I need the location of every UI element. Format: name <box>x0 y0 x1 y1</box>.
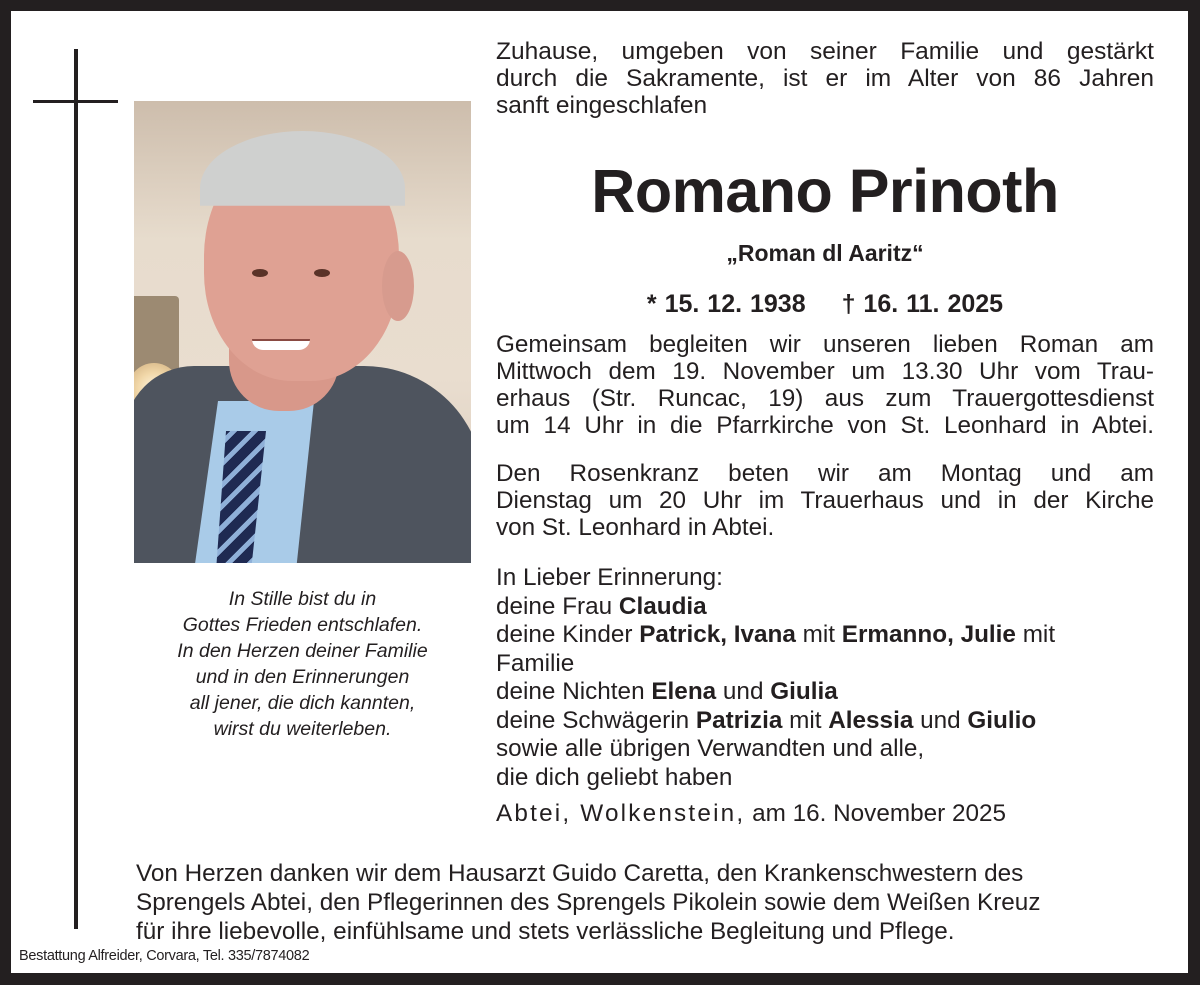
mourner-others: sowie alle übrigen Verwandten und alle, <box>496 735 925 762</box>
verse-line: und in den Erinnerungen <box>195 666 410 688</box>
verse-line: Gottes Frieden entschlafen. <box>182 614 423 636</box>
thanks-text <box>136 859 1176 946</box>
place-and-date <box>496 799 1154 829</box>
portrait-photo <box>134 101 471 563</box>
places: Abtei, Wolkenstein, <box>496 800 746 827</box>
funeral-line: Gemeinsam begleiten wir unseren lieben Roman am <box>496 331 1154 358</box>
sister-in-law-name: Patrizia <box>695 706 783 734</box>
mourner-children: deine Kinder Patrick, Ivana mit Ermanno, Julie mit <box>496 621 1056 648</box>
thanks-line: Sprengels Abtei, den Pflegerinnen des Sprengels Pikolein sowie dem Weißen Kreuz <box>136 889 1041 916</box>
smile <box>252 339 310 350</box>
mourner-children-cont: Familie <box>496 649 575 677</box>
eye <box>252 269 268 277</box>
verse-line: all jener, die dich kannten, <box>189 692 416 714</box>
deceased-name: Romano Prinoth <box>591 157 1059 225</box>
obituary-notice <box>11 11 1188 973</box>
mourner-wife: deine Frau Claudia <box>496 592 707 620</box>
mourners-list <box>496 564 1154 792</box>
funeral-line: erhaus (Str. Runcac, 19) aus zum Trauergottesdienst <box>496 385 1154 412</box>
undertaker-info: Bestattung Alfreider, Corvara, Tel. 335/7874082 <box>19 948 310 964</box>
ear <box>382 251 414 321</box>
funeral-line: Mittwoch dem 19. November um 13.30 Uhr vom Trau- <box>496 358 1154 385</box>
wife-name: Claudia <box>618 592 707 620</box>
intro-line: sanft eingeschlafen <box>496 92 708 119</box>
children-partners: Ermanno, Julie <box>841 621 1016 648</box>
rosary-line: Den Rosenkranz beten wir am Montag und am <box>496 460 1154 487</box>
thanks-line: Von Herzen danken wir dem Hausarzt Guido Caretta, den Krankenschwestern des <box>136 860 1024 887</box>
niece-name: Elena <box>651 678 717 705</box>
deceased-nickname: „Roman dl Aaritz“ <box>726 240 924 266</box>
birth-date: * 15. 12. 1938 <box>646 290 806 318</box>
eye <box>314 269 330 277</box>
verse-line: wirst du weiterleben. <box>213 718 392 740</box>
rosary-line: Dienstag um 20 Uhr im Trauerhaus und in der Kirche <box>496 487 1154 514</box>
verse-line: In Stille bist du in <box>228 588 377 610</box>
rosary-line: von St. Leonhard in Abtei. <box>496 514 775 541</box>
intro-line: Zuhause, umgeben von seiner Familie und gestärkt <box>496 38 1154 65</box>
mourner-sister-in-law: deine Schwägerin Patrizia mit Alessia und Giulio <box>496 706 1037 734</box>
notice-date: am 16. November 2025 <box>745 800 1007 827</box>
intro-line: durch die Sakramente, ist er im Alter von 86 Jahren <box>496 65 1154 92</box>
niece-name: Giulia <box>770 678 838 705</box>
death-date: † 16. 11. 2025 <box>841 290 1004 318</box>
intro-text <box>496 38 1154 119</box>
latin-cross-icon-crossbar <box>33 100 118 103</box>
mourner-others: die dich geliebt haben <box>496 763 733 791</box>
funeral-info <box>496 331 1154 439</box>
latin-cross-icon <box>74 49 78 929</box>
verse-line: In den Herzen deiner Familie <box>177 640 428 662</box>
rosary-info <box>496 460 1154 541</box>
memory-heading: In Lieber Erinnerung: <box>496 564 723 591</box>
memorial-verse <box>134 586 471 742</box>
thanks-line: für ihre liebevolle, einfühlsame und stets verlässliche Begleitung und Pflege. <box>136 918 955 945</box>
funeral-line: um 14 Uhr in die Pfarrkirche von St. Leonhard in Abtei. <box>496 412 1154 439</box>
children-names: Patrick, Ivana <box>639 621 796 648</box>
mourner-nieces: deine Nichten Elena und Giulia <box>496 678 838 705</box>
life-dates <box>496 288 1154 320</box>
